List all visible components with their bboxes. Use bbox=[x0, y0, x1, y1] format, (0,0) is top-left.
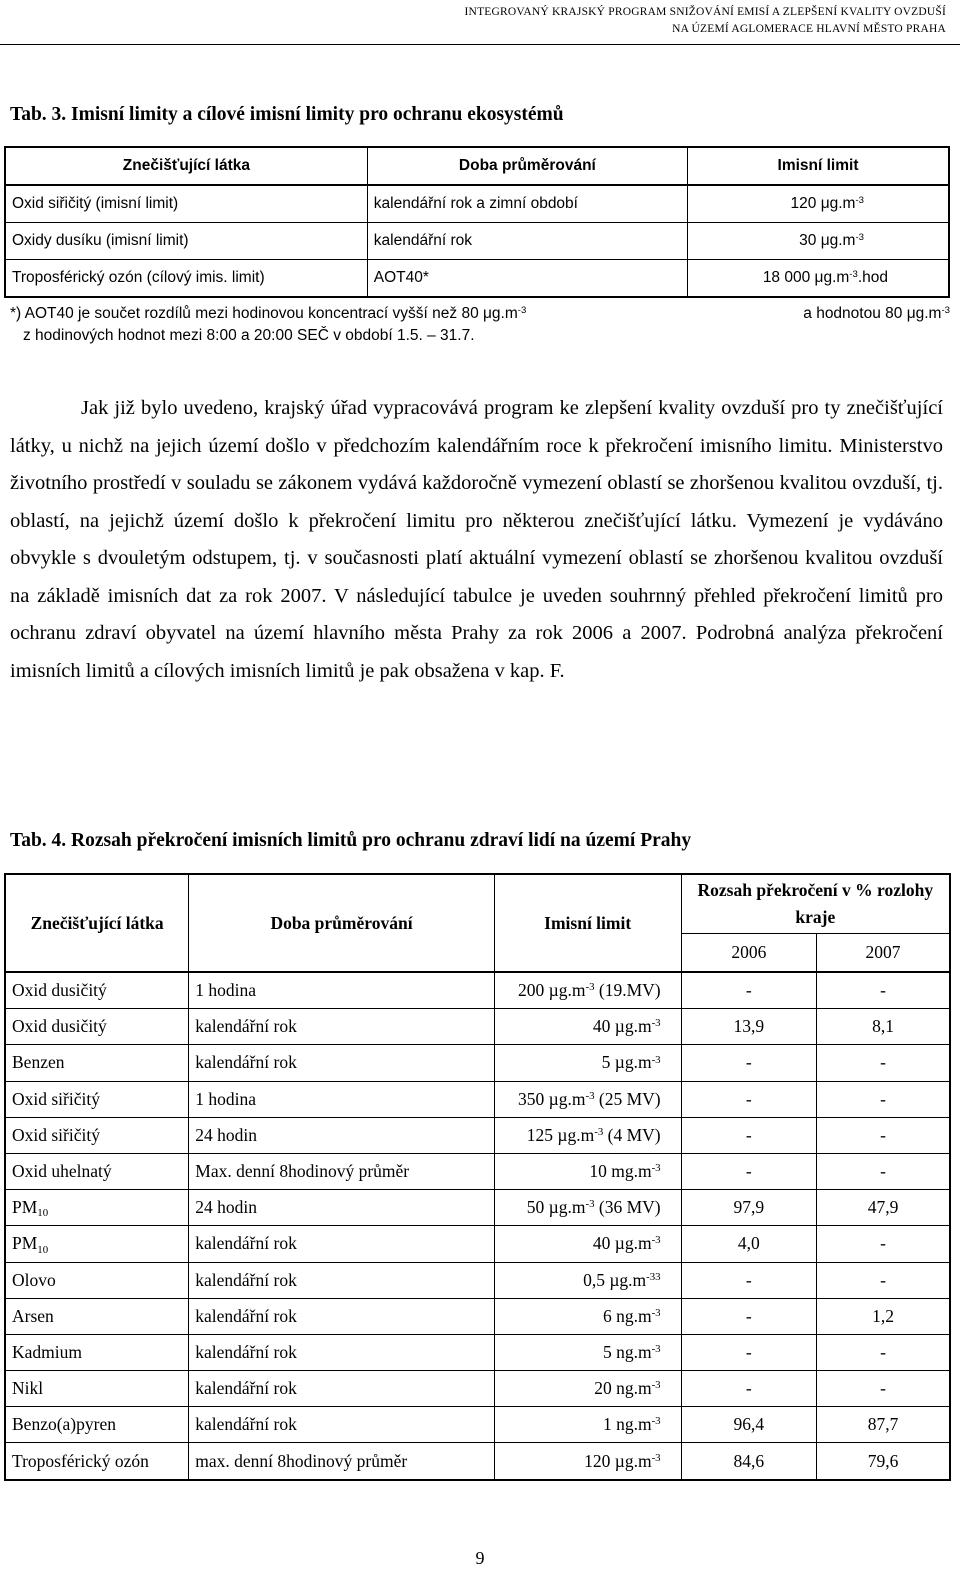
table4-cell-limit: 0,5 $\mu g.m^{-33}$ bbox=[494, 1262, 681, 1298]
table4-cell-2006: - bbox=[681, 1153, 816, 1189]
table-row bbox=[5, 1081, 950, 1117]
table4-header-row bbox=[5, 874, 950, 934]
table4-cell-limit: 40 $\mu g.m^{-3}$ bbox=[494, 1226, 681, 1262]
table4-cell-period: 24 hodin bbox=[189, 1117, 494, 1153]
table4-cell-2007: - bbox=[817, 1045, 950, 1081]
table4-cell-substance: Oxid siřičitý bbox=[5, 1081, 189, 1117]
table4-header-limit: Imisní limit bbox=[494, 874, 681, 972]
table4-cell-period: kalendářní rok bbox=[189, 1226, 494, 1262]
table-row bbox=[5, 972, 950, 1009]
table4-cell-period: kalendářní rok bbox=[189, 1009, 494, 1045]
footnote-part-a: *) AOT40 je součet rozdílů mezi hodinovou koncentrací vyšší než 80 $\mu g.m^{-3}$ bbox=[10, 304, 527, 322]
table4-cell-substance: $PM_{10}$ bbox=[5, 1226, 189, 1262]
table3-header-substance: Znečišťující látka bbox=[5, 147, 367, 185]
table4-cell-period: Max. denní 8hodinový průměr bbox=[189, 1153, 494, 1189]
table4-cell-limit: 5 $\mu g.m^{-3}$ bbox=[494, 1045, 681, 1081]
table4-cell-2007: - bbox=[817, 1334, 950, 1370]
table4-cell-2006: - bbox=[681, 1298, 816, 1334]
table-row bbox=[5, 1371, 950, 1407]
table4-cell-limit: 50 $\mu g.m^{-3}$ (36 MV) bbox=[494, 1190, 681, 1226]
table4-cell-substance: Benzen bbox=[5, 1045, 189, 1081]
table4-cell-2006: - bbox=[681, 1262, 816, 1298]
running-header bbox=[465, 4, 946, 38]
table-row bbox=[5, 1334, 950, 1370]
table-row bbox=[5, 1117, 950, 1153]
body-paragraph: Jak již bylo uvedeno, krajský úřad vypracovává program ke zlepšení kvality ovzduší pro ty znečišťující látky, u nichž na jejich území došlo v předchozím kalendářním roce k překročení imisního limitu. Ministerstvo životního prostředí v souladu se zákonem vydává každoročně vymezení oblastí se zhoršenou kvalitou ovzduší, tj. oblastí, na jejichž území došlo k překročení limitu pro některou znečišťující látku. Vymezení je vydáváno obvykle s dvouletým odstupem, tj. v současnosti platí aktuální vymezení oblastí se zhoršenou kvalitou ovzduší na základě imisních dat za rok 2007. V následující tabulce je uveden souhrnný přehled překročení limitů pro ochranu zdraví obyvatel na území hlavního města Prahy za rok 2006 a 2007. Podrobná analýza překročení imisních limitů a cílových imisních limitů je pak obsažena v kap. F. bbox=[10, 397, 943, 682]
table-row bbox=[5, 1009, 950, 1045]
table4-cell-period: kalendářní rok bbox=[189, 1371, 494, 1407]
table3-header-row bbox=[5, 147, 949, 185]
table-row bbox=[5, 1298, 950, 1334]
table4-cell-2007: 1,2 bbox=[817, 1298, 950, 1334]
table4-cell-2007: - bbox=[817, 1081, 950, 1117]
table4-cell-2006: 4,0 bbox=[681, 1226, 816, 1262]
table4-cell-2007: - bbox=[817, 1226, 950, 1262]
table4-header-period: Doba průměrování bbox=[189, 874, 494, 972]
table4-cell-2006: - bbox=[681, 972, 816, 1009]
table3-cell-period: kalendářní rok a zimní období bbox=[367, 185, 687, 223]
table-row bbox=[5, 1153, 950, 1189]
table4-cell-2007: - bbox=[817, 972, 950, 1009]
table4-cell-period: 24 hodin bbox=[189, 1190, 494, 1226]
table4-cell-2006: - bbox=[681, 1334, 816, 1370]
table4 bbox=[4, 873, 951, 1481]
table4-cell-period: kalendářní rok bbox=[189, 1334, 494, 1370]
table4-cell-2007: 79,6 bbox=[817, 1443, 950, 1480]
table4-cell-substance: Oxid dusičitý bbox=[5, 1009, 189, 1045]
table-row bbox=[5, 1443, 950, 1480]
table4-cell-period: 1 hodina bbox=[189, 972, 494, 1009]
table3-caption: Tab. 3. Imisní limity a cílové imisní limity pro ochranu ekosystémů bbox=[10, 104, 564, 125]
table4-cell-limit: 6 $ng.m^{-3}$ bbox=[494, 1298, 681, 1334]
table3-cell-substance: Oxidy dusíku (imisní limit) bbox=[5, 223, 367, 260]
table3-cell-period: kalendářní rok bbox=[367, 223, 687, 260]
table4-cell-limit: 10 $mg.m^{-3}$ bbox=[494, 1153, 681, 1189]
table3-footnote bbox=[10, 303, 950, 347]
table4-cell-2007: - bbox=[817, 1153, 950, 1189]
table4-cell-substance: Olovo bbox=[5, 1262, 189, 1298]
header-line-2: NA ÚZEMÍ AGLOMERACE HLAVNÍ MĚSTO PRAHA bbox=[672, 23, 946, 35]
table3-cell-substance: Troposférický ozón (cílový imis. limit) bbox=[5, 260, 367, 298]
table4-body bbox=[5, 972, 950, 1480]
table4-cell-2006: 13,9 bbox=[681, 1009, 816, 1045]
footnote-part-b: a hodnotou 80 $\mu g.m^{-3}$ bbox=[803, 304, 950, 322]
table3-cell-limit: 30 $\mu g.m^{-3}$ bbox=[688, 223, 950, 260]
table4-cell-limit: 5 $ng.m^{-3}$ bbox=[494, 1334, 681, 1370]
table3-header-limit: Imisní limit bbox=[688, 147, 950, 185]
table4-header-year-2007: 2007 bbox=[817, 934, 950, 973]
table4-cell-substance: Oxid uhelnatý bbox=[5, 1153, 189, 1189]
table4-cell-2007: - bbox=[817, 1262, 950, 1298]
table4-header-year-2006: 2006 bbox=[681, 934, 816, 973]
table4-cell-2006: 96,4 bbox=[681, 1407, 816, 1443]
table4-cell-period: kalendářní rok bbox=[189, 1045, 494, 1081]
footnote-line-2: z hodinových hodnot mezi 8:00 a 20:00 SEČ v období 1.5. – 31.7. bbox=[23, 327, 475, 344]
table4-cell-2007: - bbox=[817, 1371, 950, 1407]
table3-cell-substance: Oxid siřičitý (imisní limit) bbox=[5, 185, 367, 223]
table4-caption: Tab. 4. Rozsah překročení imisních limitů pro ochranu zdraví lidí na území Prahy bbox=[10, 830, 692, 851]
table4-cell-2006: - bbox=[681, 1081, 816, 1117]
table4-cell-period: max. denní 8hodinový průměr bbox=[189, 1443, 494, 1480]
table4-cell-2006: 97,9 bbox=[681, 1190, 816, 1226]
table-row bbox=[5, 1262, 950, 1298]
table4-cell-limit: 1 $ng.m^{-3}$ bbox=[494, 1407, 681, 1443]
table4-cell-2006: - bbox=[681, 1045, 816, 1081]
table4-cell-2006: - bbox=[681, 1117, 816, 1153]
table-row bbox=[5, 1226, 950, 1262]
table4-cell-2007: 8,1 bbox=[817, 1009, 950, 1045]
table4-cell-substance: Troposférický ozón bbox=[5, 1443, 189, 1480]
table4-cell-substance: Arsen bbox=[5, 1298, 189, 1334]
table3-cell-limit: 120 $\mu g.m^{-3}$ bbox=[688, 185, 950, 223]
table3-cell-limit: 18 000 $\mu g.m^{-3}.hod$ bbox=[688, 260, 950, 298]
table4-cell-limit: 20 $ng.m^{-3}$ bbox=[494, 1371, 681, 1407]
table4-cell-substance: Oxid siřičitý bbox=[5, 1117, 189, 1153]
table4-cell-substance: Oxid dusičitý bbox=[5, 972, 189, 1009]
table4-cell-period: kalendářní rok bbox=[189, 1407, 494, 1443]
header-line-1: INTEGROVANÝ KRAJSKÝ PROGRAM SNIŽOVÁNÍ EMISÍ A ZLEPŠENÍ KVALITY OVZDUŠÍ bbox=[464, 6, 946, 18]
table4-cell-substance: $PM_{10}$ bbox=[5, 1190, 189, 1226]
table4-header-exceedance: Rozsah překročení v % rozlohy kraje bbox=[681, 874, 950, 934]
table3-header-period: Doba průměrování bbox=[367, 147, 687, 185]
table4-cell-2007: - bbox=[817, 1117, 950, 1153]
page-number: 9 bbox=[475, 1548, 485, 1568]
table4-cell-substance: Kadmium bbox=[5, 1334, 189, 1370]
table-row bbox=[5, 1190, 950, 1226]
table-row bbox=[5, 1407, 950, 1443]
table-row bbox=[5, 260, 949, 298]
table4-cell-limit: 40 $\mu g.m^{-3}$ bbox=[494, 1009, 681, 1045]
table-row bbox=[5, 1045, 950, 1081]
table4-cell-2006: - bbox=[681, 1371, 816, 1407]
table4-cell-period: kalendářní rok bbox=[189, 1298, 494, 1334]
table3-cell-period: AOT40* bbox=[367, 260, 687, 298]
table-row bbox=[5, 223, 949, 260]
table4-header-substance: Znečišťující látka bbox=[5, 874, 189, 972]
table4-cell-2007: 47,9 bbox=[817, 1190, 950, 1226]
table-row bbox=[5, 185, 949, 223]
table4-cell-substance: Benzo(a)pyren bbox=[5, 1407, 189, 1443]
table4-cell-2006: 84,6 bbox=[681, 1443, 816, 1480]
header-rule bbox=[0, 44, 960, 45]
table4-cell-limit: 120 $\mu g.m^{-3}$ bbox=[494, 1443, 681, 1480]
table4-cell-substance: Nikl bbox=[5, 1371, 189, 1407]
table3 bbox=[4, 146, 950, 298]
table4-cell-limit: 350 $\mu g.m^{-3}$ (25 MV) bbox=[494, 1081, 681, 1117]
table4-cell-period: kalendářní rok bbox=[189, 1262, 494, 1298]
table4-cell-limit: 200 $\mu g.m^{-3}$ (19.MV) bbox=[494, 972, 681, 1009]
table4-cell-period: 1 hodina bbox=[189, 1081, 494, 1117]
table4-cell-2007: 87,7 bbox=[817, 1407, 950, 1443]
table4-cell-limit: 125 $\mu g.m^{-3}$ (4 MV) bbox=[494, 1117, 681, 1153]
